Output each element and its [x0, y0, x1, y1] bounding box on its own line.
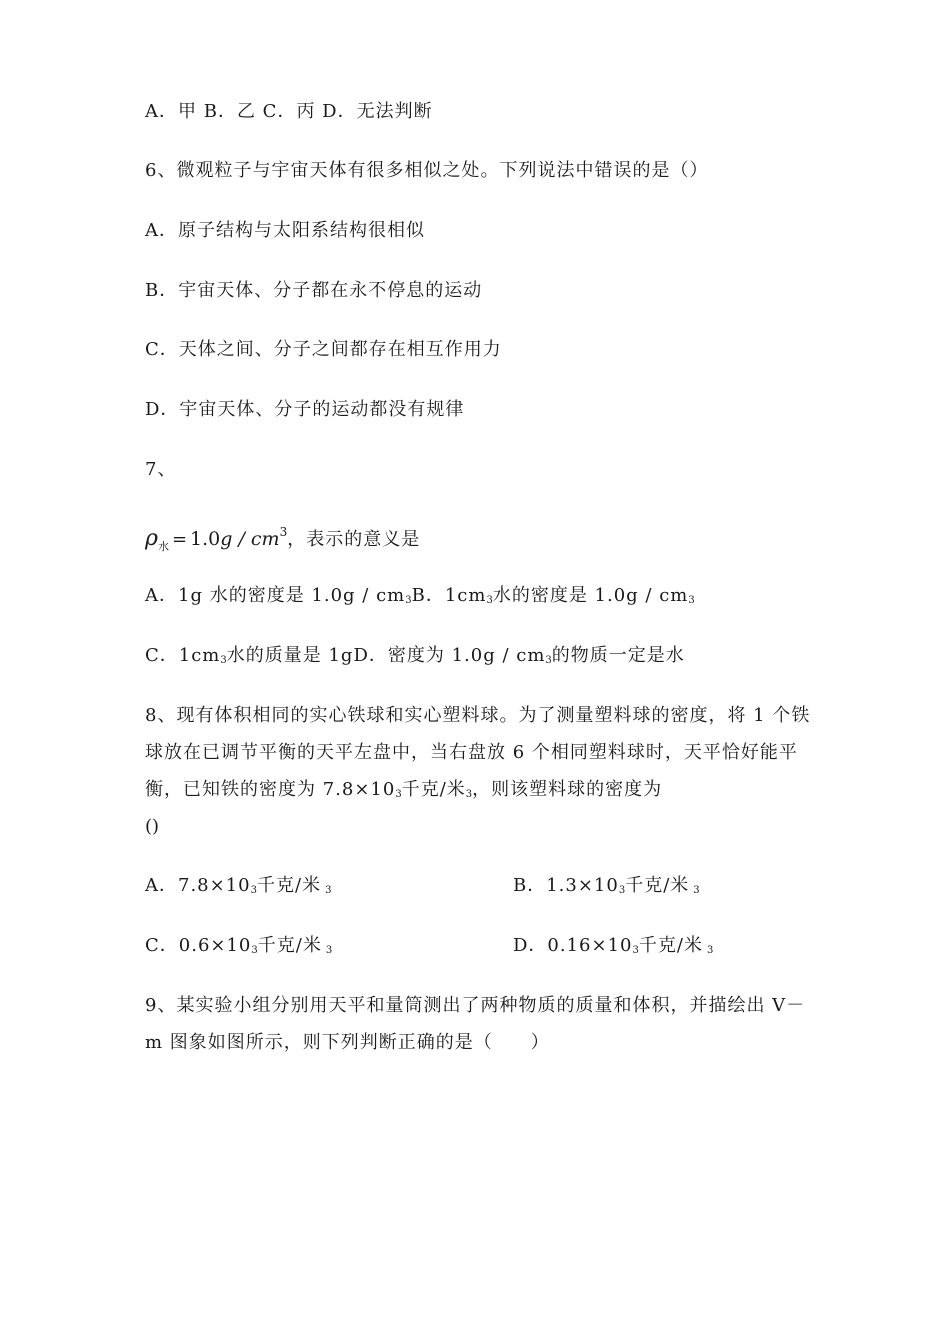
- q8-option-a: A．$7.8\times 10_3$千克/米 $_3$: [145, 875, 332, 896]
- q7-options-cd: C．$1cm_3$水的质量是 1gD．密度为 $1.0g / cm_3$的物质一定是水: [145, 645, 685, 666]
- q6-option-a: A．原子结构与太阳系结构很相似: [145, 220, 425, 241]
- q9-stem-line2: m 图象如图所示，则下列判断正确的是（ ）: [145, 1032, 550, 1053]
- q9-stem-line1: 9、某实验小组分别用天平和量筒测出了两种物质的质量和体积，并描绘出 V－: [145, 995, 806, 1016]
- q8-option-b: B．$1.3\times 10_3$千克/米 $_3$: [513, 875, 700, 896]
- q8-stem-line2: 球放在已调节平衡的天平左盘中，当右盘放 6 个相同塑料球时，天平恰好能平: [145, 742, 798, 763]
- q7-stem: [145, 520, 420, 559]
- q8-option-d: D．$0.16\times 10_3$千克/米 $_3$: [513, 935, 714, 956]
- q6-option-b: B．宇宙天体、分子都在永不停息的运动: [145, 280, 483, 301]
- q6-option-d: D．宇宙天体、分子的运动都没有规律: [145, 399, 465, 420]
- q8-stem-line1: 8、现有体积相同的实心铁球和实心塑料球。为了测量塑料球的密度，将 1 个铁: [145, 705, 811, 726]
- q8-stem-parens: (): [145, 816, 160, 837]
- q7-options-ab: A．1g 水的密度是 $1.0g / cm_3B$．$1cm_3$水的密度是 $1.0g / cm_3$: [145, 585, 695, 606]
- q7-number: 7、: [145, 459, 177, 480]
- q8-option-c: C．$0.6\times 10_3$千克/米 $_3$: [145, 935, 333, 956]
- q6-option-c: C．天体之间、分子之间都存在相互作用力: [145, 339, 502, 360]
- q7-stem-text: ，表示的意义是: [287, 529, 421, 550]
- q5-options: A．甲 B．乙 C．丙 D．无法判断: [145, 101, 433, 122]
- density-formula: $\rho_水 = 1.0g / cm^3$: [145, 525, 288, 553]
- q6-stem: 6、微观粒子与宇宙天体有很多相似之处。下列说法中错误的是（）: [145, 160, 709, 181]
- q8-stem-line3: 衡，已知铁的密度为 $7.8\times 10_3$千克/米$_3$，则该塑料球的密度为: [145, 779, 663, 800]
